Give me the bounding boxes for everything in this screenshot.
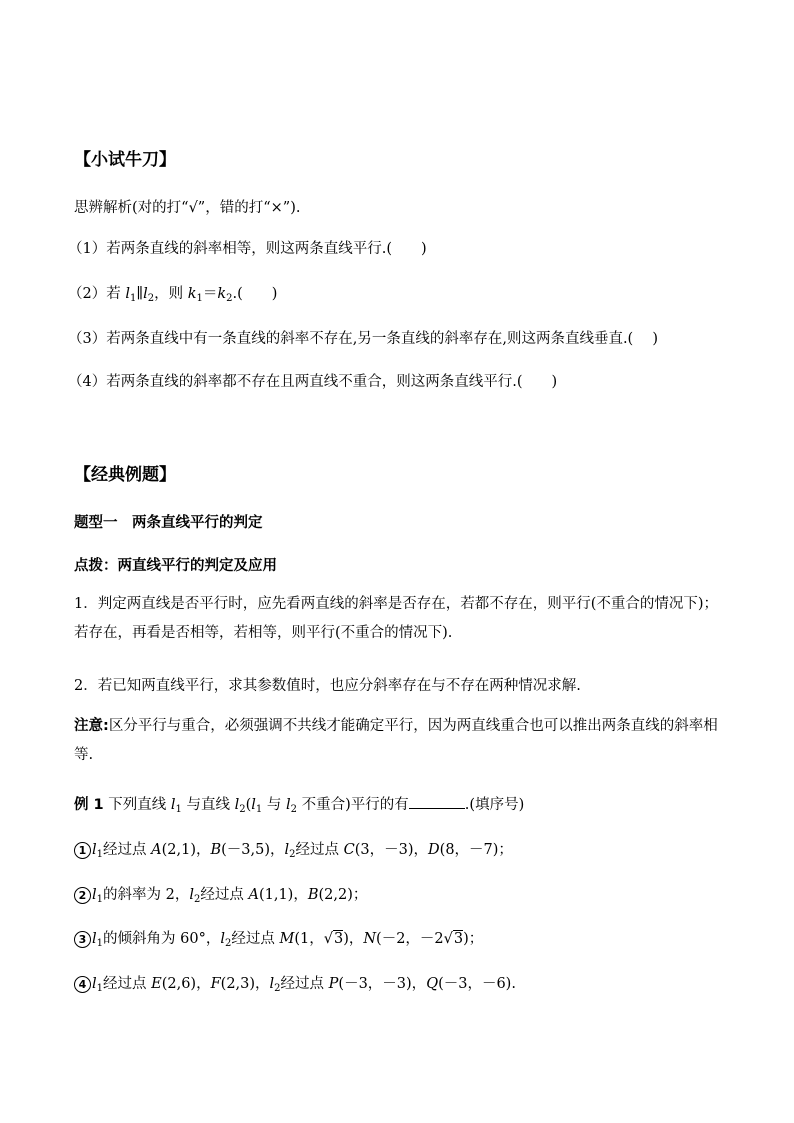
opt3-text-a: 的倾斜角为 60°，: [103, 931, 221, 947]
note-paragraph: [74, 712, 722, 770]
opt3-text-b: 经过点: [231, 931, 280, 947]
note-label: 注意:: [74, 718, 109, 734]
section-heading-examples: 【经典例题】: [74, 465, 176, 485]
opt4-text-d: 经过点: [280, 976, 329, 992]
example-text-a: 下列直线: [108, 797, 171, 813]
opt2-text-d: (2,2)；: [318, 887, 368, 903]
example-text-c: (: [245, 797, 252, 813]
note-text: 区分平行与重合，必须强调不共线才能确定平行，因为两直线重合也可以推出两条直线的斜率相等.: [74, 718, 718, 763]
example-1: 例 1 下列直线 $l_1$ 与直线 $l_2(l_1$ 与 $l_2$ 不重合)平行的有 .(填序号): [74, 797, 525, 815]
example-text-f: .(填序号): [464, 797, 525, 813]
option-2: 2 $l_1$的斜率为 2，$l_2$经过点 A(1,1)，B(2,2)；: [74, 883, 367, 905]
opt4-text-a: 经过点: [103, 976, 152, 992]
opt3-text-d: )，: [343, 931, 364, 947]
answer-blank[interactable]: [409, 796, 465, 809]
opt4-text-b: (2,6)，: [161, 976, 211, 992]
option-3: 3 $l_1$的倾斜角为 60°，$l_2$经过点 M(1，√3)，N(－2，－2√3)；: [74, 927, 483, 949]
circled-2-icon: 2: [74, 887, 91, 904]
example-text-b: 与直线: [181, 797, 235, 813]
tip-1: 1．判定两直线是否平行时，应先看两直线的斜率是否存在，若都不存在，则平行(不重合的情况下)；若存在，再看是否相等，若相等，则平行(不重合的情况下).: [74, 596, 719, 641]
opt3-text-f: )；: [463, 931, 484, 947]
tip-title: 点拨：两直线平行的判定及应用: [74, 558, 277, 574]
example-label: 例 1: [74, 797, 104, 813]
opt2-text-a: 的斜率为 2，: [103, 887, 190, 903]
opt1-text-f: (8，－7)；: [439, 842, 513, 858]
section-heading-practice: 【小试牛刀】: [74, 150, 176, 170]
q2-text-a: （2）若: [68, 286, 126, 302]
opt1-text-c: (－3,5)，: [221, 842, 285, 858]
circled-3-icon: 3: [74, 931, 91, 948]
sqrt-3-icon: √3: [323, 931, 344, 947]
q2-text-b: ，则: [154, 286, 188, 302]
opt4-text-f: (－3，－6).: [438, 976, 516, 992]
option-1: 1 $l_1$经过点 A(2,1)，B(－3,5)，$l_2$经过点 C(3，－3)，D(8，－7)；: [74, 838, 513, 860]
q2-text-c: .( ): [232, 286, 278, 302]
practice-intro: 思辨解析(对的打“√”，错的打“×”).: [74, 200, 301, 216]
type-1-title: 题型一 两条直线平行的判定: [74, 515, 263, 531]
circled-1-icon: 1: [74, 842, 91, 859]
tip-2: 2．若已知两直线平行，求其参数值时，也应分斜率存在与不存在两种情况求解.: [74, 678, 581, 694]
opt3-text-e: (－2，－2: [376, 931, 444, 947]
example-text-d: 与: [262, 797, 287, 813]
question-4: （4）若两条直线的斜率都不存在且两直线不重合，则这两条直线平行.( ): [68, 374, 558, 390]
opt2-text-b: 经过点: [200, 887, 249, 903]
opt3-text-c: (1，: [294, 931, 324, 947]
option-4: 4 $l_1$经过点 E(2,6)，F(2,3)，$l_2$经过点 P(－3，－3)，Q(－3，－6).: [74, 972, 516, 994]
question-3: （3）若两条直线中有一条直线的斜率不存在,另一条直线的斜率存在,则这两条直线垂直.( ): [68, 331, 658, 347]
opt1-text-d: 经过点: [295, 842, 344, 858]
circled-4-icon: 4: [74, 976, 91, 993]
opt1-text-b: (2,1)，: [161, 842, 211, 858]
question-2: （2）若 $l_1\parallel l_2$，则 $k_1=k_2$.( ): [68, 286, 278, 304]
sqrt-3-icon: √3: [443, 931, 464, 947]
opt4-text-c: (2,3)，: [220, 976, 270, 992]
question-1: （1）若两条直线的斜率相等，则这两条直线平行.( ): [68, 241, 427, 257]
example-text-e: 不重合)平行的有: [297, 797, 409, 813]
opt1-text-e: (3，－3)，: [354, 842, 429, 858]
opt2-text-c: (1,1)，: [258, 887, 308, 903]
opt4-text-e: (－3，－3)，: [338, 976, 427, 992]
opt1-text-a: 经过点: [103, 842, 152, 858]
